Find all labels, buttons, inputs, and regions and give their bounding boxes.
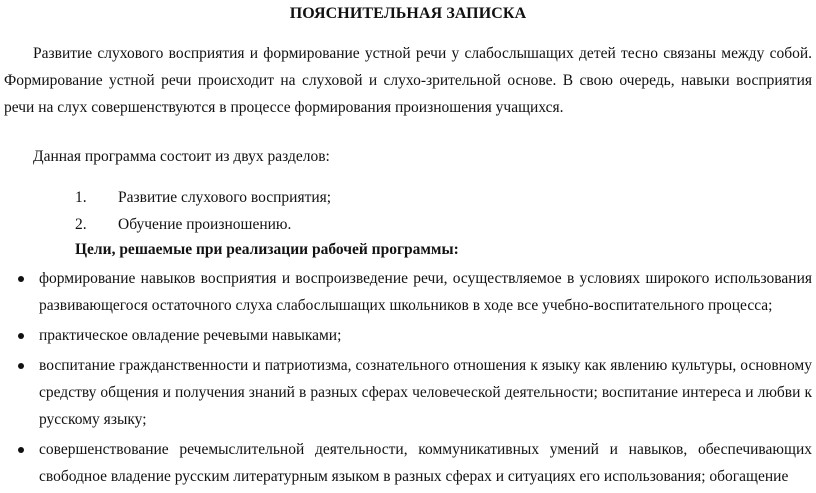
program-structure-paragraph: Данная программа состоит из двух разделов: <box>33 148 330 165</box>
list-item-text: совершенствование речемыслительной деятельности, коммуникативных умений и навыков, обеспечивающих свободное владение русским литературным языком в разных сферах и ситуациях его использования; обогащение <box>39 441 812 485</box>
list-item-text: формирование навыков восприятия и воспроизведение речи, осуществляемое в условиях широкого использования развивающегося остаточного слуха слабослышащих школьников в ходе все учебно-воспитательного процесса; <box>39 270 812 314</box>
list-item-number: 1. <box>75 189 87 206</box>
list-item <box>0 184 331 211</box>
list-item-text: воспитание гражданственности и патриотизма, сознательного отношения к языку как явлению культуры, основному средству общения и получения знаний в разных сферах человеческой деятельности; воспитание интереса и любви к русскому языку; <box>39 357 812 428</box>
goals-heading: Цели, решаемые при реализации рабочей программы: <box>75 241 459 258</box>
list-item <box>0 322 816 349</box>
list-item <box>0 265 816 319</box>
list-item <box>0 211 331 238</box>
bullet-icon <box>18 333 24 339</box>
bullet-icon <box>18 276 24 282</box>
list-item-text: Развитие слухового восприятия; <box>118 189 332 206</box>
bullet-icon <box>18 447 24 453</box>
bullet-icon <box>18 363 24 369</box>
sections-list <box>0 184 331 238</box>
list-item-number: 2. <box>75 216 87 233</box>
list-item-text: Обучение произношению. <box>118 216 292 233</box>
goals-list <box>0 265 816 493</box>
list-item-text: практическое овладение речевыми навыками; <box>39 327 342 344</box>
intro-paragraph: Развитие слухового восприятия и формирование устной речи у слабослышащих детей тесно связаны между собой. Формирование устной речи происходит на слуховой и слухо-зрительной основе. В свою очередь, навыки восприятия речи на слух совершенствуются в процессе формирования произношения учащихся. <box>4 45 812 116</box>
list-item <box>0 352 816 433</box>
document-title: ПОЯСНИТЕЛЬНАЯ ЗАПИСКА <box>289 5 527 22</box>
list-item <box>0 436 816 490</box>
